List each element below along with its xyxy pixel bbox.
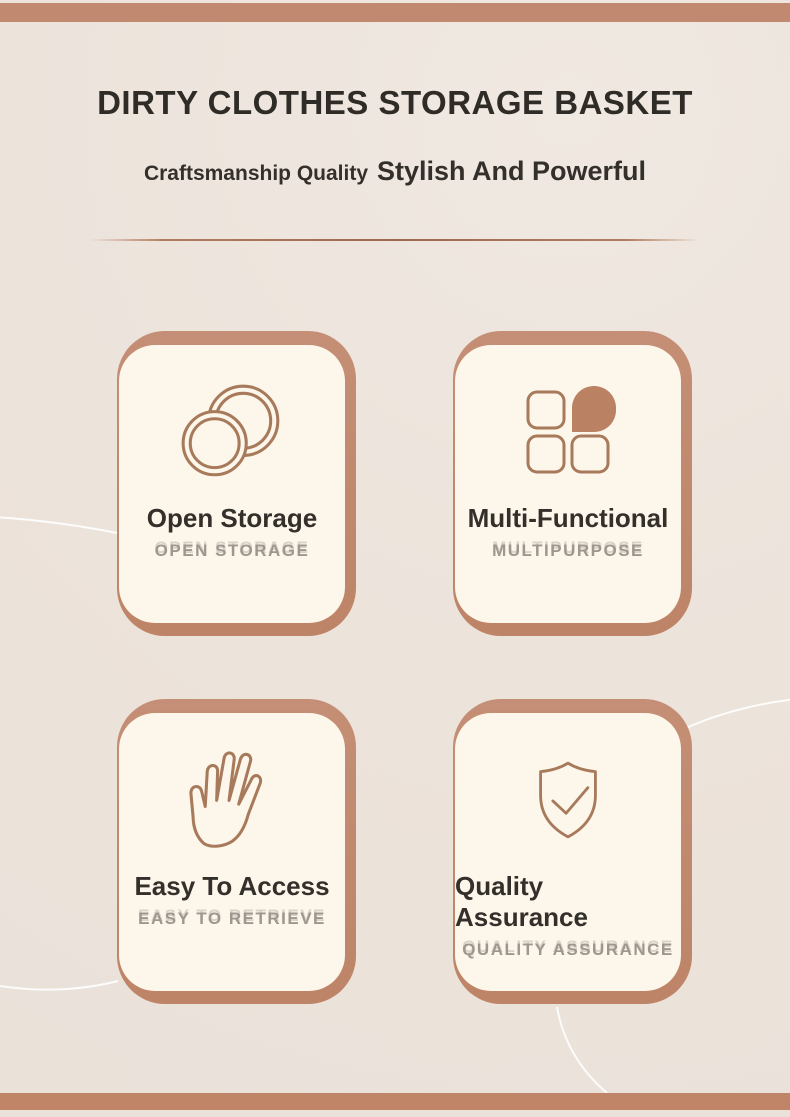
feature-card-multi-functional xyxy=(455,345,681,623)
bottom-accent-bar xyxy=(0,1093,790,1110)
plates-icon xyxy=(176,373,288,491)
feature-card-quality-assurance xyxy=(455,713,681,991)
feature-sublabel: EASY TO RETRIEVE xyxy=(138,909,326,928)
top-accent-bar xyxy=(0,3,790,22)
hand-icon xyxy=(176,741,288,859)
subtitle-small: Craftsmanship Quality xyxy=(143,162,369,185)
card-face xyxy=(119,345,345,623)
page-title: DIRTY CLOTHES STORAGE BASKET xyxy=(97,84,693,121)
feature-label: Quality Assurance xyxy=(455,871,588,932)
shield-check-icon xyxy=(516,741,620,859)
page-subtitle xyxy=(0,156,790,187)
feature-sublabel: QUALITY ASSURANCE xyxy=(462,940,674,959)
card-face xyxy=(455,713,681,991)
feature-grid xyxy=(119,345,681,991)
feature-label: Open Storage xyxy=(146,503,318,533)
feature-label: Multi-Functional xyxy=(467,503,669,533)
feature-card-easy-access xyxy=(119,713,345,991)
grid-squares-icon xyxy=(518,373,618,491)
feature-sublabel: MULTIPURPOSE xyxy=(492,541,644,560)
feature-sublabel: OPEN STORAGE xyxy=(154,541,310,560)
feature-label: Easy To Access xyxy=(134,871,330,901)
feature-card-open-storage xyxy=(119,345,345,623)
subtitle-large: Stylish And Powerful xyxy=(377,156,647,186)
card-face xyxy=(455,345,681,623)
divider-line xyxy=(90,239,700,241)
card-face xyxy=(119,713,345,991)
